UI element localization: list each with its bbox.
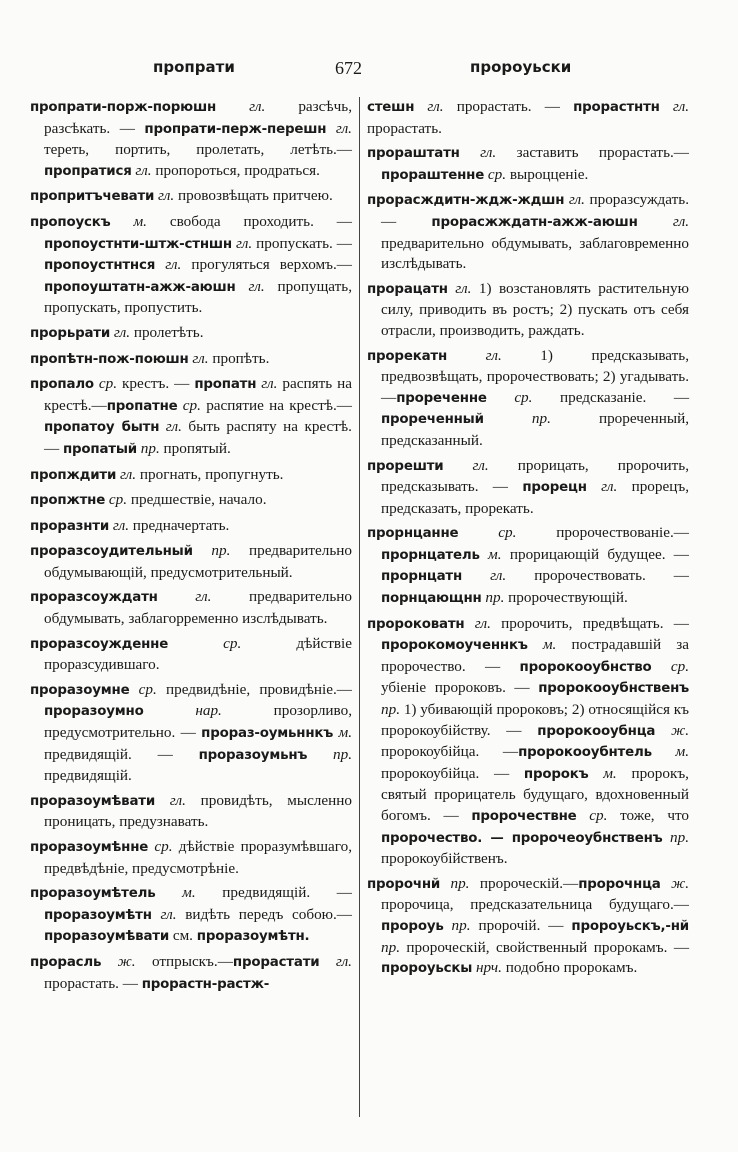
grammar-abbreviation: пр. [192,542,249,560]
definition-text: проразсуждать.— [381,191,689,230]
grammar-abbreviation: гл. [443,456,518,474]
dictionary-entry [30,349,352,371]
headword: прораштенне [381,167,485,183]
grammar-abbreviation: м. [333,724,352,742]
definition-text: пророчествованіе.— [556,524,689,542]
definition-text: пропороться, продраться. [155,161,320,179]
headword: пророкооубнтель [518,745,652,761]
dictionary-entry [367,279,689,342]
grammar-abbreviation: гл. [659,98,689,115]
grammar-abbreviation: м. [527,636,572,654]
grammar-abbreviation: гл. [464,614,502,632]
grammar-abbreviation: ср. [576,807,621,824]
headword: прорешти [367,458,444,474]
headword: проразоумьнъ [198,747,308,763]
grammar-abbreviation: пр. [443,916,479,934]
definition-text: распять на крестѣ.— [44,375,352,414]
dictionary-entry [30,465,352,487]
headword: прорастнтн [573,100,660,115]
definition-text: пророческій.— [479,874,579,892]
headword: прореченный [381,412,484,428]
page-number: 672 [335,58,362,78]
definition-text: пролетѣть. [133,323,204,341]
grammar-abbreviation: гл. [414,98,457,115]
definition-text: 1) убивающій пророковъ; 2) относящійся къ пророкоубійству. — [381,701,690,739]
grammar-abbreviation: гл. [151,905,186,923]
headword: пропритъчевати [30,189,155,205]
headword: прореченне [396,390,487,406]
headword: порнцающнн [381,591,482,607]
dictionary-entry [367,97,689,139]
grammar-abbreviation: м. [651,743,689,761]
headword: пропрати-перж-перешн [144,121,327,137]
definition-text: дѣйствіе проразумѣвшаго, предвѣдѣніе, предусмотрѣніе. [44,838,352,877]
definition-text: прорастать. [367,119,442,137]
definition-text: предвидящій. — [222,884,352,902]
dictionary-entry [30,212,352,319]
headword: пропатый [62,441,137,457]
definition-text: подобно пророкамъ. [505,959,638,977]
grammar-abbreviation: ср. [129,680,166,698]
definition-text: 1) возстановлять растительную силу, приводить въ ростъ; 2) пускать отъ себя отрасли, производить, раждать. [381,279,689,339]
headword: прорекатн [367,348,448,364]
definition-text: заставить прорастать.— [516,144,689,162]
grammar-abbreviation: пр. [136,439,164,457]
headword: пророуьскъ,-нй [571,918,689,934]
dictionary-entry [30,837,352,879]
headword: проразсоудительный [30,544,193,560]
grammar-abbreviation: гл. [216,98,299,115]
definition-text: распятие на крестѣ.— [206,396,352,414]
definition-text: пророчествовать. — [534,567,689,585]
definition-text: свобода проходить. — [169,212,352,230]
grammar-abbreviation: м. [155,884,223,902]
definition-text: прозорливо, предусмотрительно. — [44,702,352,742]
definition-text: пророчій. — [478,916,572,934]
definition-text: прорецъ, предсказать, прорекать. [381,478,689,517]
headword: пророчество. — пророчеоубнственъ [381,830,663,846]
definition-text: прорастать. — [44,974,142,992]
headword: пророуьскы [381,961,473,977]
headword: прорасжждатн-ажж-аюшн [431,214,638,230]
headword: стешн [367,100,415,115]
headword: пророкомоученнкъ [381,638,528,654]
dictionary-entry [367,456,689,520]
dictionary-entry [30,186,352,208]
headword: пропрати-порж-порюшн [30,100,217,115]
right-column [367,97,689,984]
grammar-abbreviation: гл. [157,588,249,606]
grammar-abbreviation: ср. [486,388,561,406]
definition-text: предварительно обдумывающій, предусмотрительный. [44,542,352,581]
headword: прорьрати [30,325,111,341]
grammar-abbreviation: гл. [319,952,352,970]
right-running-head: пророуьски [470,58,572,76]
definition-text: убіеніе пророковъ. — [381,679,539,697]
headword: проразоумѣтн. [196,929,310,945]
dictionary-entry [367,346,689,452]
definition-text: пострадавшій за пророчество. — [381,636,689,675]
definition-text: предвидящій. [44,767,132,785]
headword: прорнцанне [367,526,459,542]
grammar-abbreviation: гл. [235,277,278,295]
headword: пропало [30,377,94,393]
headword: прораз-оумьннкъ [201,726,334,742]
headword: прораштатн [367,146,460,162]
headword: пророковатн [367,616,465,632]
definition-text: видѣть передъ собою.— [185,905,352,923]
dictionary-entry [367,143,689,186]
definition-text: разсѣчь, разсѣкать. — [44,98,352,137]
headword: пророкооубнство [519,659,652,675]
headword: проразнти [30,518,110,534]
headword: пророуь [381,918,444,934]
definition-text: прорицать, пророчить, предсказывать. — [381,456,689,496]
grammar-abbreviation: гл. [109,516,133,534]
grammar-abbreviation: гл. [155,256,192,274]
grammar-abbreviation: ср. [651,657,689,675]
grammar-abbreviation: м. [479,545,510,563]
definition-text: пророчица, предсказательница будущаго.— [381,896,689,914]
grammar-abbreviation: гл. [110,323,134,341]
definition-text: пророкоубійственъ. [381,850,508,868]
headword: прорацатн [367,281,448,297]
definition-text: пропущать, пропускать, пропустить. [44,277,352,317]
headword: проразоумѣтель [30,886,156,902]
definition-text: крестъ. — [122,375,195,393]
definition-text: прогуляться верхомъ.— [191,256,352,274]
headword: пророкооубнственъ [538,681,689,697]
definition-text: см. [169,927,197,945]
dictionary-entry [367,614,689,870]
headword: прорнцатн [381,569,463,585]
grammar-abbreviation: пр. [381,701,404,719]
headword: пропатне [106,398,178,414]
dictionary-entry [30,490,352,512]
grammar-abbreviation: ср. [105,491,131,509]
definition-text: предшествіе, начало. [130,491,267,509]
headword: проразсоуждатн [30,590,158,606]
definition-text: предварительно обдумывать, заблагорременно изслѣдывать. [44,588,352,628]
headword: пропжтне [30,493,106,509]
dictionary-entry [30,516,352,538]
headword: пророчнца [578,876,661,892]
grammar-abbreviation: пр. [481,589,509,607]
grammar-abbreviation: гл. [256,375,283,393]
definition-text: пророчествующій. [508,589,628,607]
definition-text: пророчить, предвѣщать. — [501,614,689,632]
grammar-abbreviation: ср. [168,634,297,652]
definition-text: выроцценіе. [509,165,589,183]
grammar-abbreviation: гл. [564,191,590,209]
grammar-abbreviation: гл. [462,567,535,585]
headword: пророкъ [523,766,589,782]
definition-text: предсказаніе. — [560,388,690,406]
definition-text: пророкъ, святый прорицатель будущаго, вдохновенный богомъ. — [381,764,689,824]
definition-text: пророческій, свойственный пророкамъ. — [406,938,690,956]
headword: пророчествне [471,809,577,824]
definition-text: провидѣть, мысленно проницать, предузнавать. [44,791,352,831]
definition-text: отпрыскъ.— [151,952,233,970]
dictionary-entry [30,634,352,676]
dictionary-entry [367,190,689,274]
grammar-abbreviation: ср. [148,838,179,855]
headword: пропждити [30,467,117,483]
grammar-abbreviation: нар. [143,702,274,720]
column-divider [359,97,360,1117]
grammar-abbreviation: пр. [483,410,599,428]
grammar-abbreviation: гл. [447,346,541,364]
grammar-abbreviation: ж. [655,721,689,739]
grammar-abbreviation: м. [588,764,632,782]
dictionary-entry [30,323,352,345]
definition-text: тереть, портить, пролетать, летѣть.— [44,141,352,159]
headword: пропѣтн-пож-поюшн [30,351,189,367]
grammar-abbreviation: ср. [177,396,207,414]
headword: прорнцатель [381,547,480,563]
headword: пропоустнти-штж-стншн [44,236,232,252]
grammar-abbreviation: гл. [231,234,257,252]
headword: прорасждитн-ждж-ждшн [367,193,565,209]
grammar-abbreviation: гл. [154,187,178,205]
headword: прорецн [522,480,587,496]
grammar-abbreviation: гл. [188,349,213,367]
definition-text: предвидѣніе, провидѣніе.— [165,680,352,698]
page-header [30,58,710,88]
grammar-abbreviation: гл. [116,465,140,483]
headword: пропоускъ [30,214,111,230]
definition-text: прорастать. — [456,98,574,115]
definition-text: 1) предсказывать, предвозвѣщать, пророчествовать; 2) угадывать.— [381,346,689,406]
grammar-abbreviation: ср. [458,524,557,542]
dictionary-entry [30,952,352,995]
grammar-abbreviation: ср. [93,375,123,393]
definition-text: предварительно обдумывать, заблаговременно изслѣдывать. [381,234,689,273]
headword: проразоумѣнне [30,840,149,855]
dictionary-entry [30,680,352,787]
grammar-abbreviation: гл. [131,161,156,179]
dictionary-entry [30,587,352,629]
headword: пропатн [194,377,257,393]
grammar-abbreviation: гл. [159,418,189,436]
dictionary-entry [367,874,689,980]
dictionary-entry [30,883,352,948]
definition-text: прогнать, пропугнуть. [139,465,284,483]
grammar-abbreviation: пр. [440,874,480,892]
headword: пророкооубнца [537,723,656,739]
definition-text: быть распяту на крестѣ. — [44,418,352,457]
definition-text: пропускать. — [256,234,352,252]
headword: проразоумѣвати [44,929,170,945]
definition-text: пророкоубійца. — [381,743,519,761]
headword: прорастати [232,954,320,970]
grammar-abbreviation: ж. [101,952,152,970]
dictionary-entry [30,97,352,182]
grammar-abbreviation: пр. [662,828,689,846]
left-column [30,97,352,999]
headword: прорасль [30,954,102,970]
definition-text: прореченный, предсказанный. [381,410,689,449]
headword: проразоумно [44,704,144,720]
grammar-abbreviation: нрч. [472,959,506,977]
dictionary-entry [30,541,352,583]
definition-text: предвидящій. — [44,745,199,763]
dictionary-entry [367,523,689,609]
definition-text: пропятый. [163,439,231,457]
definition-text: пропѣть. [212,349,270,367]
definition-text: тоже, что [620,807,689,824]
grammar-abbreviation: гл. [326,119,352,137]
definition-text: провозвѣщать притчею. [177,187,333,205]
headword: проразоумѣтн [44,907,152,923]
grammar-abbreviation: гл. [586,478,632,496]
grammar-abbreviation: м. [110,212,170,230]
grammar-abbreviation: гл. [155,791,201,809]
definition-text: предначертать. [132,516,230,534]
headword: прорастн-растж- [141,976,270,992]
headword: проразсоужденне [30,636,169,652]
definition-text: прорицающій будущее. — [509,545,689,563]
headword: проразоумѣвати [30,793,156,809]
definition-text: дѣйствіе проразсудившаго. [44,634,352,674]
dictionary-entry [30,791,352,833]
headword: пророчнй [367,876,441,892]
dictionary-entry [30,374,352,460]
grammar-abbreviation: ж. [660,874,689,892]
left-running-head: пропрати [153,58,235,76]
grammar-abbreviation: пр. [307,745,353,763]
grammar-abbreviation: пр. [381,938,407,956]
headword: пропоустнтнся [44,258,156,274]
definition-text: пророкоубійца. — [381,764,524,782]
headword: пропратися [44,163,132,179]
headword: проразоумне [30,682,130,698]
grammar-abbreviation: гл. [459,144,517,162]
grammar-abbreviation: гл. [637,212,689,230]
grammar-abbreviation: гл. [447,279,479,297]
headword: пропоуштатн-ажж-аюшн [44,279,236,295]
headword: пропатоу бытн [44,420,160,436]
grammar-abbreviation: ср. [484,165,510,183]
